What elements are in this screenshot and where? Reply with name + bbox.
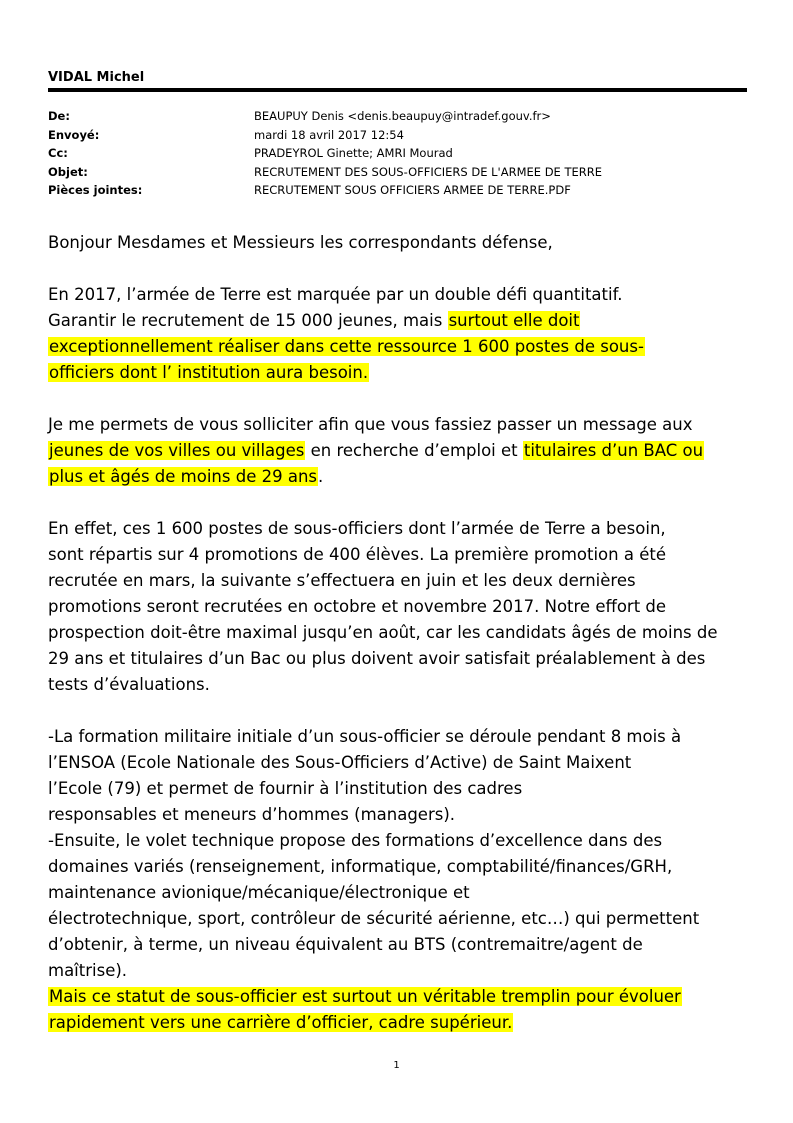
header-divider	[48, 88, 747, 92]
body-line	[48, 1010, 758, 1036]
body-line: Je me permets de vous solliciter afin que vous fassiez passer un message aux	[48, 415, 693, 434]
body-line	[48, 334, 758, 360]
header-label: De:	[48, 109, 70, 123]
header-row-from	[48, 108, 748, 127]
header-label: Pièces jointes:	[48, 183, 143, 197]
body-line: électrotechnique, sport, contrôleur de sécurité aérienne, etc…) qui permettent	[48, 909, 700, 928]
body-text: Garantir le recrutement de 15 000 jeunes, mais	[48, 311, 448, 330]
header-label: Objet:	[48, 164, 88, 179]
body-line: promotions seront recrutées en octobre et novembre 2017. Notre effort de	[48, 597, 667, 616]
header-row-cc	[48, 145, 748, 164]
cc-value: PRADEYROL Ginette; AMRI Mourad	[254, 146, 453, 160]
body-line	[48, 984, 758, 1010]
highlighted-text: exceptionnellement réaliser dans cette ressource 1 600 postes de sous-	[49, 337, 644, 356]
body-line	[48, 464, 758, 490]
highlighted-text: plus et âgés de moins de 29 ans	[49, 467, 317, 486]
body-line: domaines variés (renseignement, informatique, comptabilité/finances/GRH,	[48, 857, 673, 876]
attachment-value: RECRUTEMENT SOUS OFFICIERS ARMEE DE TERRE.PDF	[254, 183, 571, 197]
body-text: .	[318, 467, 324, 486]
body-line: En 2017, l’armée de Terre est marquée par un double défi quantitatif.	[48, 285, 623, 304]
body-line: sont répartis sur 4 promotions de 400 élèves. La première promotion a été	[48, 545, 666, 564]
header-label: Envoyé:	[48, 127, 100, 142]
highlighted-text: jeunes de vos villes ou villages	[49, 441, 305, 460]
header-label: Cc:	[48, 146, 68, 160]
from-value: BEAUPUY Denis <denis.beaupuy@intradef.gouv.fr>	[254, 109, 551, 123]
body-line	[48, 308, 758, 334]
body-line: l’Ecole (79) et permet de fournir à l’institution des cadres	[48, 779, 523, 798]
page-number: 1	[393, 1060, 400, 1071]
highlighted-text: officiers dont l’ institution aura besoin.	[49, 363, 369, 382]
header-row-subject	[48, 164, 748, 183]
body-line: l’ENSOA (Ecole Nationale des Sous-Officiers d’Active) de Saint Maixent	[48, 753, 632, 772]
body-line: En effet, ces 1 600 postes de sous-officiers dont l’armée de Terre a besoin,	[48, 519, 666, 538]
header-row-sent	[48, 127, 748, 146]
body-line: prospection doit-être maximal jusqu’en août, car les candidats âgés de moins de	[48, 623, 718, 642]
body-line: -La formation militaire initiale d’un sous-officier se déroule pendant 8 mois à	[48, 727, 682, 746]
body-line: maîtrise).	[48, 961, 128, 980]
body-line	[48, 438, 758, 464]
highlighted-text: rapidement vers une carrière d’officier, cadre supérieur.	[49, 1013, 513, 1032]
email-header-block	[48, 108, 748, 201]
highlighted-text: Mais ce statut de sous-officier est surtout un véritable tremplin pour évoluer	[49, 987, 681, 1006]
body-line: -Ensuite, le volet technique propose des formations d’excellence dans des	[48, 831, 663, 850]
body-line: d’obtenir, à terme, un niveau équivalent au BTS (contremaitre/agent de	[48, 935, 643, 954]
body-line: 29 ans et titulaires d’un Bac ou plus doivent avoir satisfait préalablement à des	[48, 649, 706, 668]
highlighted-text: titulaires d’un BAC ou	[523, 441, 704, 460]
body-line: responsables et meneurs d’hommes (managers).	[48, 805, 456, 824]
body-text: en recherche d’emploi et	[305, 441, 523, 460]
email-body	[48, 230, 758, 1036]
body-line: recrutée en mars, la suivante s’effectuera en juin et les deux dernières	[48, 571, 636, 590]
greeting: Bonjour Mesdames et Messieurs les correspondants défense,	[48, 233, 553, 252]
body-line: maintenance avionique/mécanique/électronique et	[48, 883, 470, 902]
highlighted-text: surtout elle doit	[448, 311, 580, 330]
body-line	[48, 360, 758, 386]
body-line: tests d’évaluations.	[48, 675, 210, 694]
header-row-attachments	[48, 182, 748, 201]
subject-value: RECRUTEMENT DES SOUS-OFFICIERS DE L'ARMEE DE TERRE	[254, 164, 603, 179]
sender-name: VIDAL Michel	[48, 70, 145, 85]
sent-value: mardi 18 avril 2017 12:54	[254, 127, 404, 142]
